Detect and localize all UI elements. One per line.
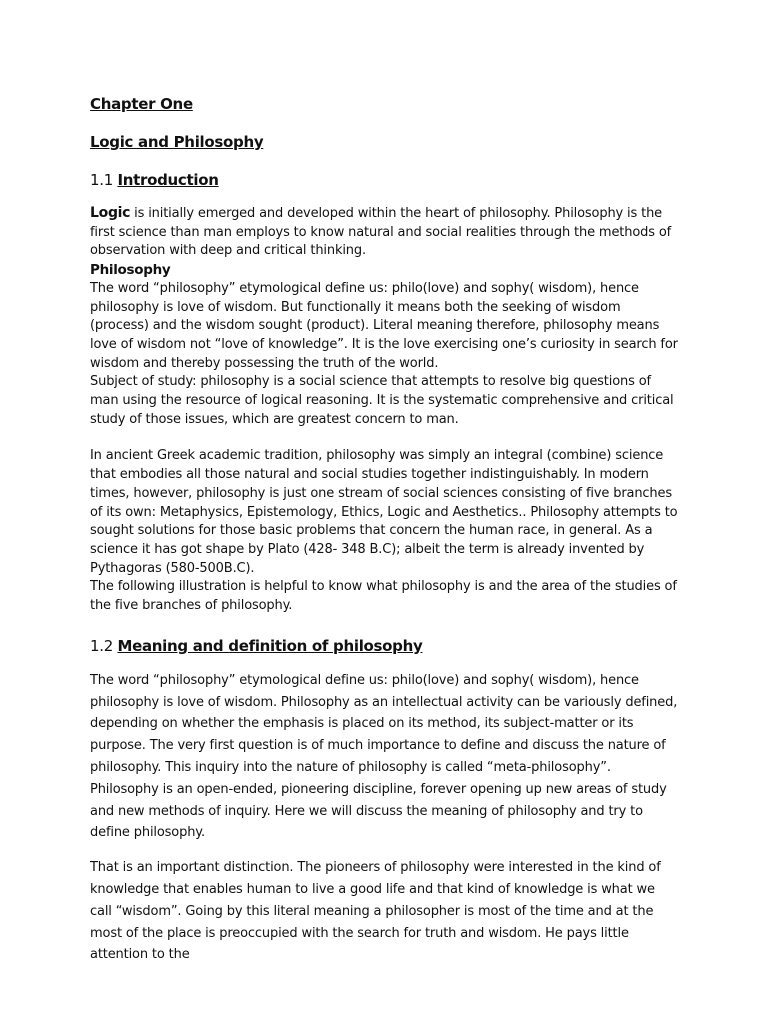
section-title: Introduction [117,171,219,189]
paragraph-etymology: The word “philosophy” etymological define us: philo(love) and sophy( wisdom), hence philosophy is love of wisdom. But functionally it means both the seeking of wisdom (process) and the wisdom sought (product). Literal meaning therefore, philosophy means love of wisdom not “love of knowledge”. It is the love exercising one’s curiosity in search for wisdom and thereby possessing the truth of the world. [90,280,678,371]
paragraph-distinction: That is an important distinction. The pioneers of philosophy were interested in the kind of knowledge that enables human to live a good life and that kind of knowledge is what we call “wisdom”. Going by this literal meaning a philosopher is most of the time and at the most of the place is preoccupied with the search for truth and wisdom. He pays little attention to the [90,860,661,963]
section-heading-meaning [90,636,678,656]
paragraph-illustration: The following illustration is helpful to know what philosophy is and the area of the studies of the five branches of philosophy. [90,579,677,614]
section-number: 1.1 [90,171,118,189]
chapter-heading: Chapter One [90,95,193,113]
paragraph-greek-tradition: In ancient Greek academic tradition, philosophy was simply an integral (combine) science that embodies all those natural and social studies together indistinguishably. In modern times, however, philosophy is just one stream of social sciences consisting of five branches of its own: Metaphysics, Epistemology, Ethics, Logic and Aesthetics.. Philosophy attempts to sought solutions for those basic problems that concern the human race, in general. As a science it has got shape by Plato (428- 348 B.C); albeit the term is already invented by Pythagoras (580-500B.C). [90,448,678,576]
document-body [90,94,678,966]
paragraph-subject-of-study: Subject of study: philosophy is a social science that attempts to resolve big questions of man using the resource of logical reasoning. It is the systematic comprehensive and critical study of those issues, which are greatest concern to man. [90,374,674,427]
paragraph-meaning: The word “philosophy” etymological define us: philo(love) and sophy( wisdom), hence philosophy is love of wisdom. Philosophy as an intellectual activity can be variously defined, depending on whether the emphasis is placed on its method, its subject-matter or its purpose. The very first question is of much importance to define and discuss the nature of philosophy. This inquiry into the nature of philosophy is called “meta-philosophy”. Philosophy is an open-ended, pioneering discipline, forever opening up new areas of study and new methods of inquiry. Here we will discuss the meaning of philosophy and try to define philosophy. [90,672,678,841]
intro-lead-word: Logic [90,205,131,221]
chapter-title: Logic and Philosophy [90,133,264,151]
intro-paragraph [90,204,678,261]
section-title: Meaning and definition of philosophy [117,636,423,655]
section-number: 1.2 [90,636,118,655]
section-heading-introduction [90,170,678,190]
philosophy-subheading: Philosophy [90,262,171,279]
intro-text: is initially emerged and developed within the heart of philosophy. Philosophy is the first science than man employs to know natural and social realities through the methods of observation with deep and critical thinking. [90,206,672,259]
